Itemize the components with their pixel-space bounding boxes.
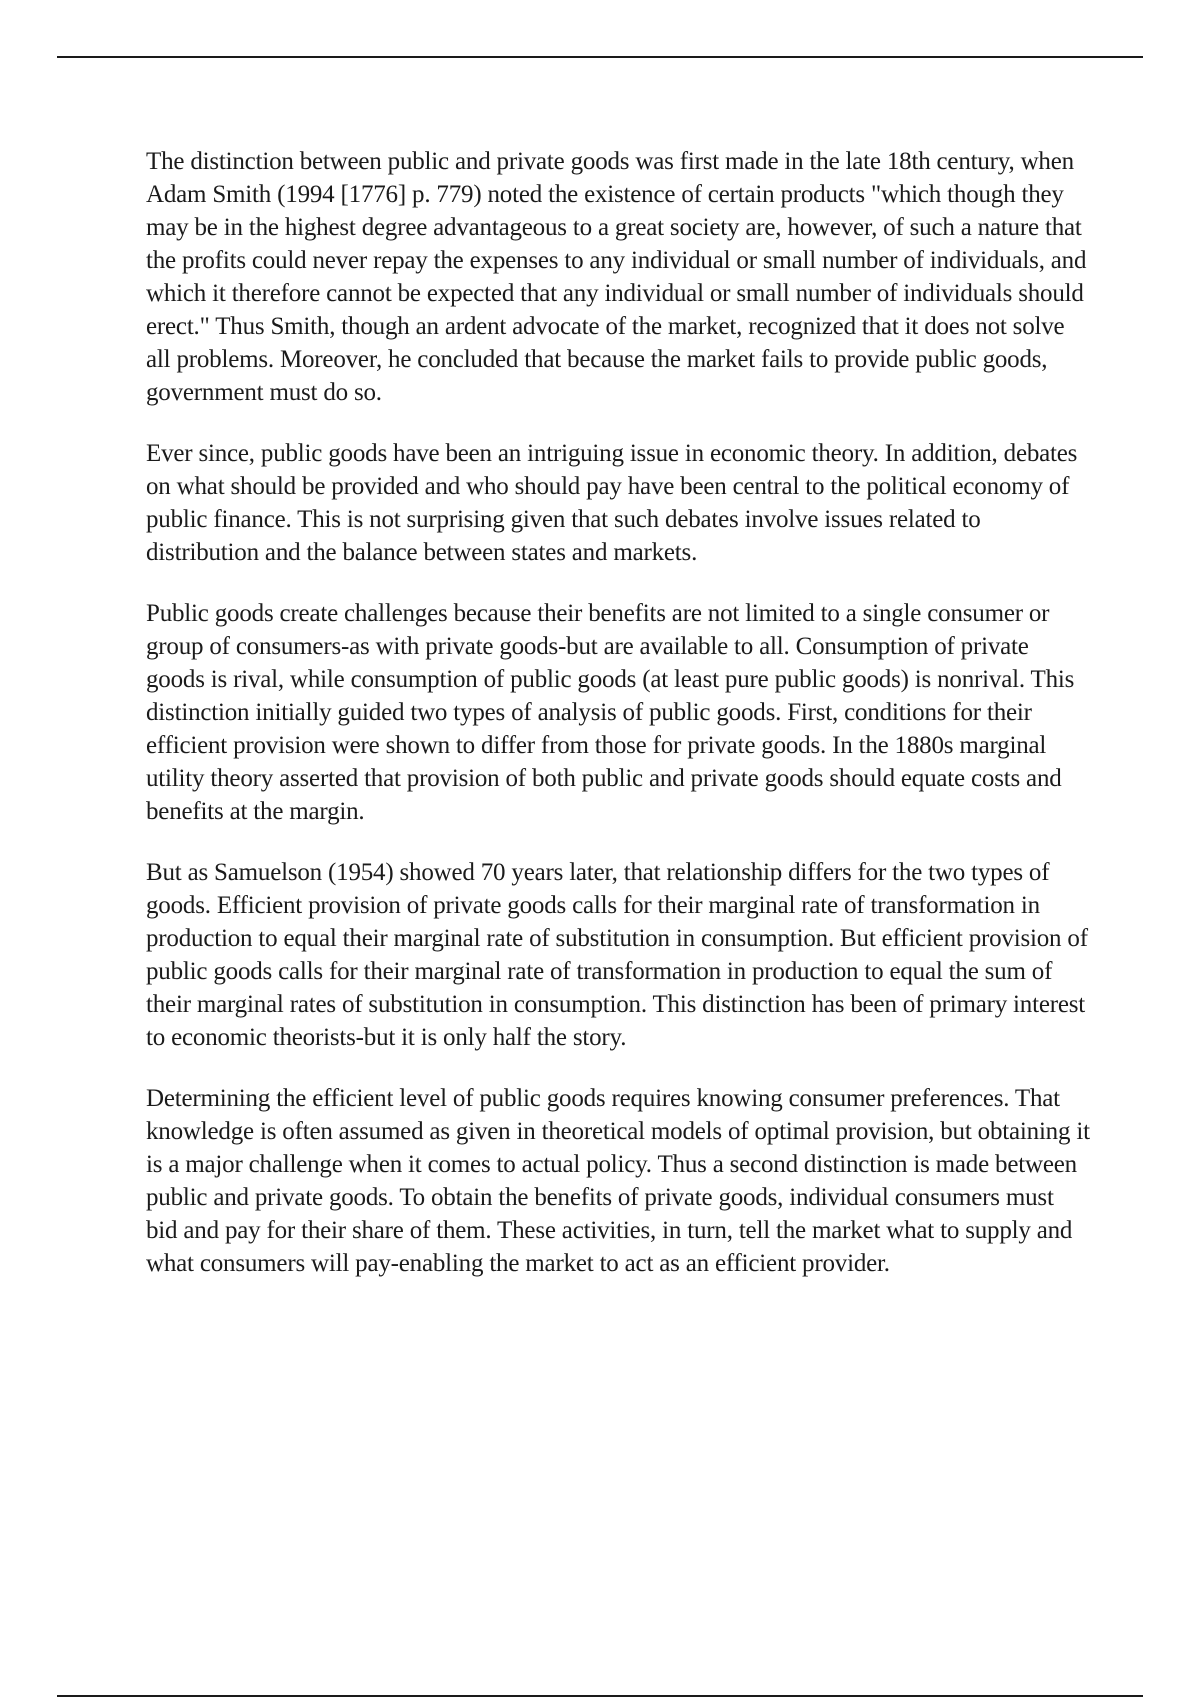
document-body [146, 145, 1090, 1308]
paragraph-4: But as Samuelson (1954) showed 70 years later, that relationship differs for the two types of goods. Efficient provision of private goods calls for their marginal rate of transformation in production to equal their marginal rate of substitution in consumption. But efficient provision of public goods calls for their marginal rate of transformation in production to equal the sum of their marginal rates of substitution in consumption. This distinction has been of primary interest to economic theorists-but it is only half the story. [146, 859, 1088, 1051]
paragraph-3: Public goods create challenges because their benefits are not limited to a single consumer or group of consumers-as with private goods-but are available to all. Consumption of private goods is rival, while consumption of public goods (at least pure public goods) is nonrival. This distinction initially guided two types of analysis of public goods. First, conditions for their efficient provision were shown to differ from those for private goods. In the 1880s marginal utility theory asserted that provision of both public and private goods should equate costs and benefits at the margin. [146, 600, 1075, 825]
paragraph-5: Determining the efficient level of public goods requires knowing consumer preferences. That knowledge is often assumed as given in theoretical models of optimal provision, but obtaining it is a major challenge when it comes to actual policy. Thus a second distinction is made between public and private goods. To obtain the benefits of private goods, individual consumers must bid and pay for their share of them. These activities, in turn, tell the market what to supply and what consumers will pay-enabling the market to act as an efficient provider. [146, 1085, 1090, 1277]
paragraph-1: The distinction between public and private goods was first made in the late 18th century, when Adam Smith (1994 [1776] p. 779) noted the existence of certain products "which though they may be in the highest degree advantageous to a great society are, however, of such a nature that the profits could never repay the expenses to any individual or small number of individuals, and which it therefore cannot be expected that any individual or small number of individuals should erect." Thus Smith, though an ardent advocate of the market, recognized that it does not solve all problems. Moreover, he concluded that because the market fails to provide public goods, government must do so. [146, 148, 1087, 406]
top-rule [57, 56, 1143, 58]
paragraph-2: Ever since, public goods have been an intriguing issue in economic theory. In addition, debates on what should be provided and who should pay have been central to the political economy of public finance. This is not surprising given that such debates involve issues related to distribution and the balance between states and markets. [146, 440, 1078, 566]
bottom-rule [57, 1695, 1143, 1697]
